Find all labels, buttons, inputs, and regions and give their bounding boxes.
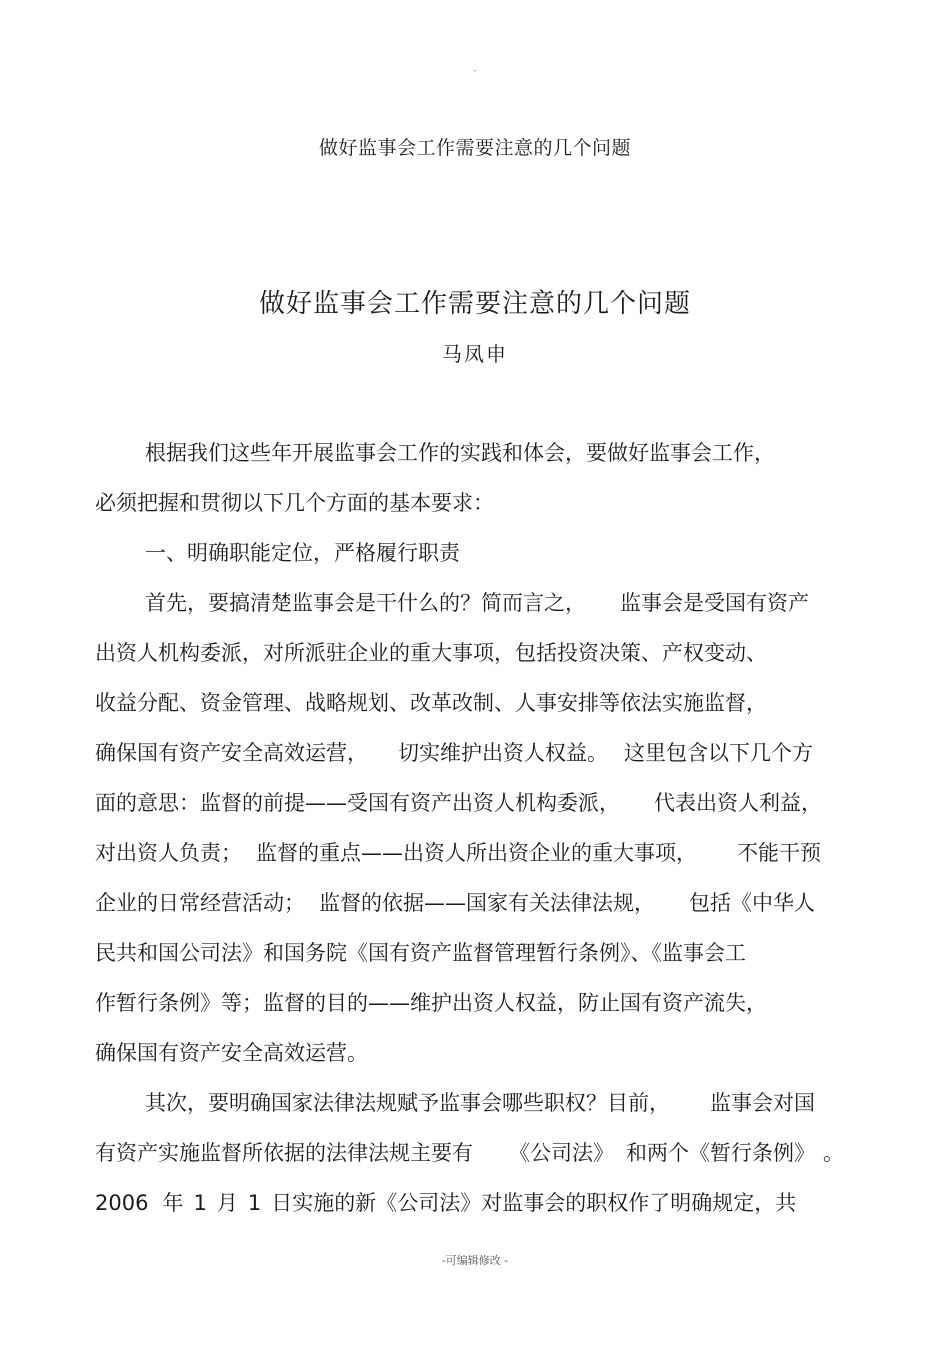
line-7 <box>95 738 813 768</box>
top-mark: - <box>473 66 477 76</box>
line-10 <box>95 888 815 918</box>
line-text: 确保国有资产安全高效运营， <box>95 741 368 765</box>
line-text: 不能干预 <box>737 841 821 865</box>
document-title: 做好监事会工作需要注意的几个问题 <box>258 289 691 319</box>
line-text: 1 <box>193 1191 207 1215</box>
page-footer: -可编辑修改 - <box>441 1254 509 1267</box>
line-text: 民共和国公司法》和国务院《国有资产监督管理暂行条例》、《监事会工 <box>95 941 746 965</box>
line-text: 包括《中华人 <box>689 891 815 915</box>
line-text: 监督的依据——国家有关法律法规， <box>319 891 655 915</box>
line-text: 出资人机构委派，对所派驻企业的重大事项，包括投资决策、产权变动、 <box>95 641 767 665</box>
line-text: 收益分配、资金管理、战略规划、改革改制、人事安排等依法实施监督， <box>95 691 767 715</box>
line-text: 切实维护出资人权益。 <box>398 741 608 765</box>
line-text: 监事会对国 <box>710 1091 815 1115</box>
line-text: 监督的重点——出资人所出资企业的重大事项， <box>256 841 697 865</box>
line-1 <box>145 438 775 468</box>
line-text: 作暂行条例》等；监督的目的——维护出资人权益，防止国有资产流失， <box>95 991 767 1015</box>
line-16 <box>95 1188 796 1218</box>
line-5 <box>95 638 767 668</box>
line-text: 代表出资人利益， <box>654 791 822 815</box>
line-text: 必须把握和贯彻以下几个方面的基本要求： <box>95 491 494 515</box>
line-text: 根据我们这些年开展监事会工作的实践和体会，要做好监事会工作， <box>145 441 775 465</box>
line-text: 月 <box>216 1191 238 1215</box>
line-text: 1 <box>247 1191 262 1215</box>
section-heading-1 <box>145 538 460 568</box>
line-text: 和两个《暂行条例》 <box>626 1141 815 1165</box>
line-text: 首先，要搞清楚监事会是干什么的？简而言之， <box>145 591 586 615</box>
line-text: 2006 <box>95 1191 149 1215</box>
line-text: 一、明确职能定位，严格履行职责 <box>145 541 460 565</box>
line-text: 《公司法》 <box>509 1141 614 1165</box>
line-text: 面的意思：监督的前提——受国有资产出资人机构委派， <box>95 791 620 815</box>
line-text: 年 <box>162 1191 184 1215</box>
line-text: 监事会是受国有资产 <box>620 591 809 615</box>
line-text: 对出资人负责； <box>95 841 242 865</box>
line-13 <box>95 1038 368 1068</box>
author-name: 马凤申 <box>442 342 508 366</box>
line-text: 这里包含以下几个方 <box>624 741 813 765</box>
running-header: 做好监事会工作需要注意的几个问题 <box>318 137 631 159</box>
line-4 <box>145 588 809 618</box>
line-text: 有资产实施监督所依据的法律法规主要有 <box>95 1141 473 1165</box>
line-text: 。 <box>823 1141 844 1165</box>
line-6 <box>95 688 767 718</box>
line-8 <box>95 788 822 818</box>
line-14 <box>145 1088 815 1118</box>
line-text: 日实施的新《公司法》对监事会的职权作了明确规定，共 <box>271 1191 797 1215</box>
line-text: 其次，要明确国家法律法规赋予监事会哪些职权？目前， <box>145 1091 670 1115</box>
line-text: 确保国有资产安全高效运营。 <box>95 1041 368 1065</box>
line-12 <box>95 988 767 1018</box>
line-text: 企业的日常经营活动； <box>95 891 305 915</box>
line-11 <box>95 938 746 968</box>
line-9 <box>95 838 821 868</box>
line-15 <box>95 1138 844 1168</box>
line-2 <box>95 488 494 518</box>
